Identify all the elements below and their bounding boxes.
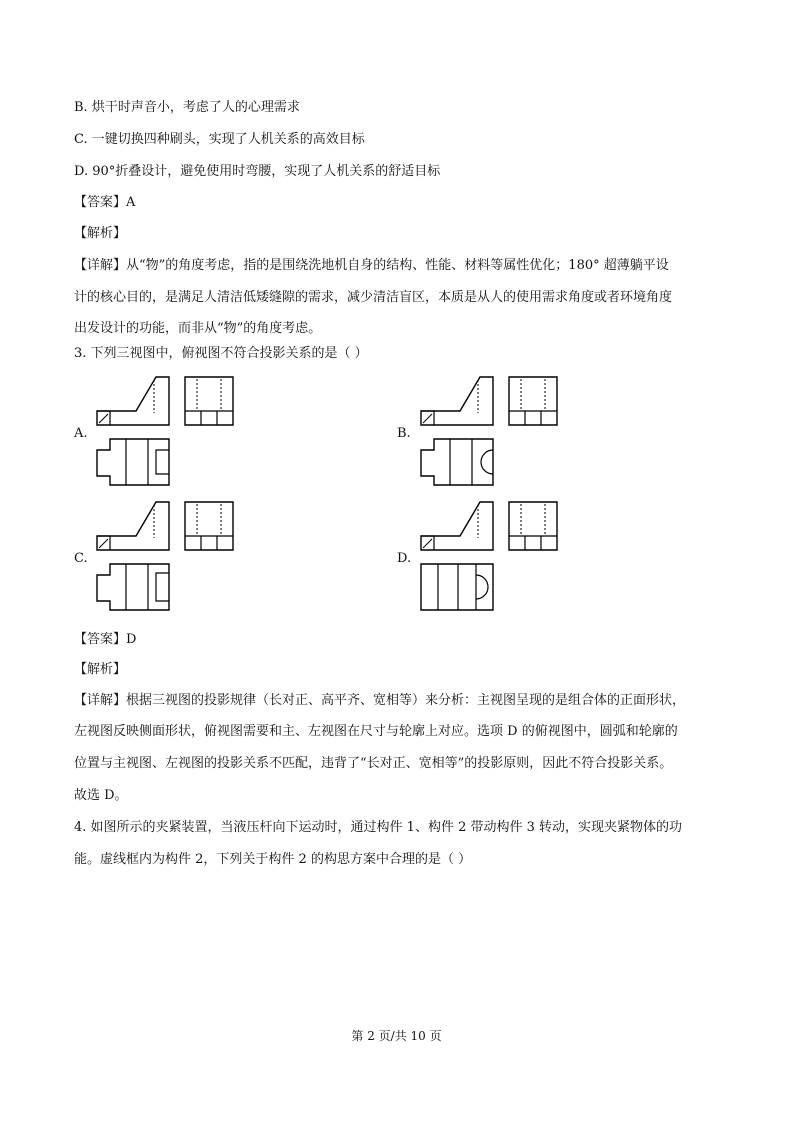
option-b-top-view bbox=[420, 438, 494, 486]
option-d-label: D. bbox=[397, 551, 412, 566]
detail-q3-line3: 位置与主视图、左视图的投影关系不匹配，违背了“长对正、宽相等”的投影原则，因此不符合投影关系。 bbox=[74, 756, 673, 771]
analysis-q2: 【解析】 bbox=[74, 226, 127, 241]
detail-q3-line4: 故选 D。 bbox=[74, 788, 128, 803]
option-d-side-view bbox=[508, 501, 558, 551]
option-c-label: C. bbox=[74, 551, 88, 566]
detail-q2-line2: 计的核心目的，是满足人清洁低矮缝隙的需求，减少清洁盲区，本质是从人的使用需求角度或者环境角度 bbox=[74, 290, 673, 305]
page-footer: 第 2 页/共 10 页 bbox=[351, 1029, 442, 1043]
detail-q3-line1: 【详解】根据三视图的投影规律（长对正、高平齐、宽相等）来分析：主视图呈现的是组合体的正面形状， bbox=[74, 693, 686, 708]
answer-q3: 【答案】D bbox=[74, 632, 137, 647]
option-c-text: C. 一键切换四种刷头，实现了人机关系的高效目标 bbox=[74, 132, 365, 147]
option-c-side-view bbox=[184, 501, 234, 551]
question-3: 3. 下列三视图中，俯视图不符合投影关系的是（ ） bbox=[74, 346, 368, 361]
answer-q2: 【答案】A bbox=[74, 195, 136, 210]
option-b-front-view bbox=[420, 376, 494, 426]
option-a-label: A. bbox=[74, 426, 88, 441]
detail-q2-line3: 出发设计的功能，而非从“物”的角度考虑。 bbox=[74, 321, 322, 336]
question-4-line2: 能。虚线框内为构件 2，下列关于构件 2 的构思方案中合理的是（ ） bbox=[74, 852, 472, 867]
option-d-top-view bbox=[420, 563, 494, 611]
option-d-front-view bbox=[420, 501, 494, 551]
question-4-line1: 4. 如图所示的夹紧装置，当液压杆向下运动时，通过构件 1、构件 2 带动构件 3 转动，实现夹紧物体的功 bbox=[74, 820, 683, 835]
option-a-side-view bbox=[184, 376, 234, 426]
option-b-side-view bbox=[508, 376, 558, 426]
option-a-front-view bbox=[96, 376, 170, 426]
option-c-front-view bbox=[96, 501, 170, 551]
option-a-top-view bbox=[96, 438, 170, 486]
option-d-text: D. 90°折叠设计，避免使用时弯腰，实现了人机关系的舒适目标 bbox=[74, 164, 441, 179]
option-b-label: B. bbox=[397, 426, 411, 441]
detail-q3-line2: 左视图反映侧面形状，俯视图需要和主、左视图在尺寸与轮廓上对应。选项 D 的俯视图中，圆弧和轮廓的 bbox=[74, 724, 678, 739]
option-c-top-view bbox=[96, 563, 170, 611]
detail-q2-line1: 【详解】从“物”的角度考虑，指的是围绕洗地机自身的结构、性能、材料等属性优化；180° 超薄躺平设 bbox=[74, 258, 669, 273]
option-b-text: B. 烘干时声音小，考虑了人的心理需求 bbox=[74, 100, 300, 115]
analysis-q3: 【解析】 bbox=[74, 662, 127, 677]
